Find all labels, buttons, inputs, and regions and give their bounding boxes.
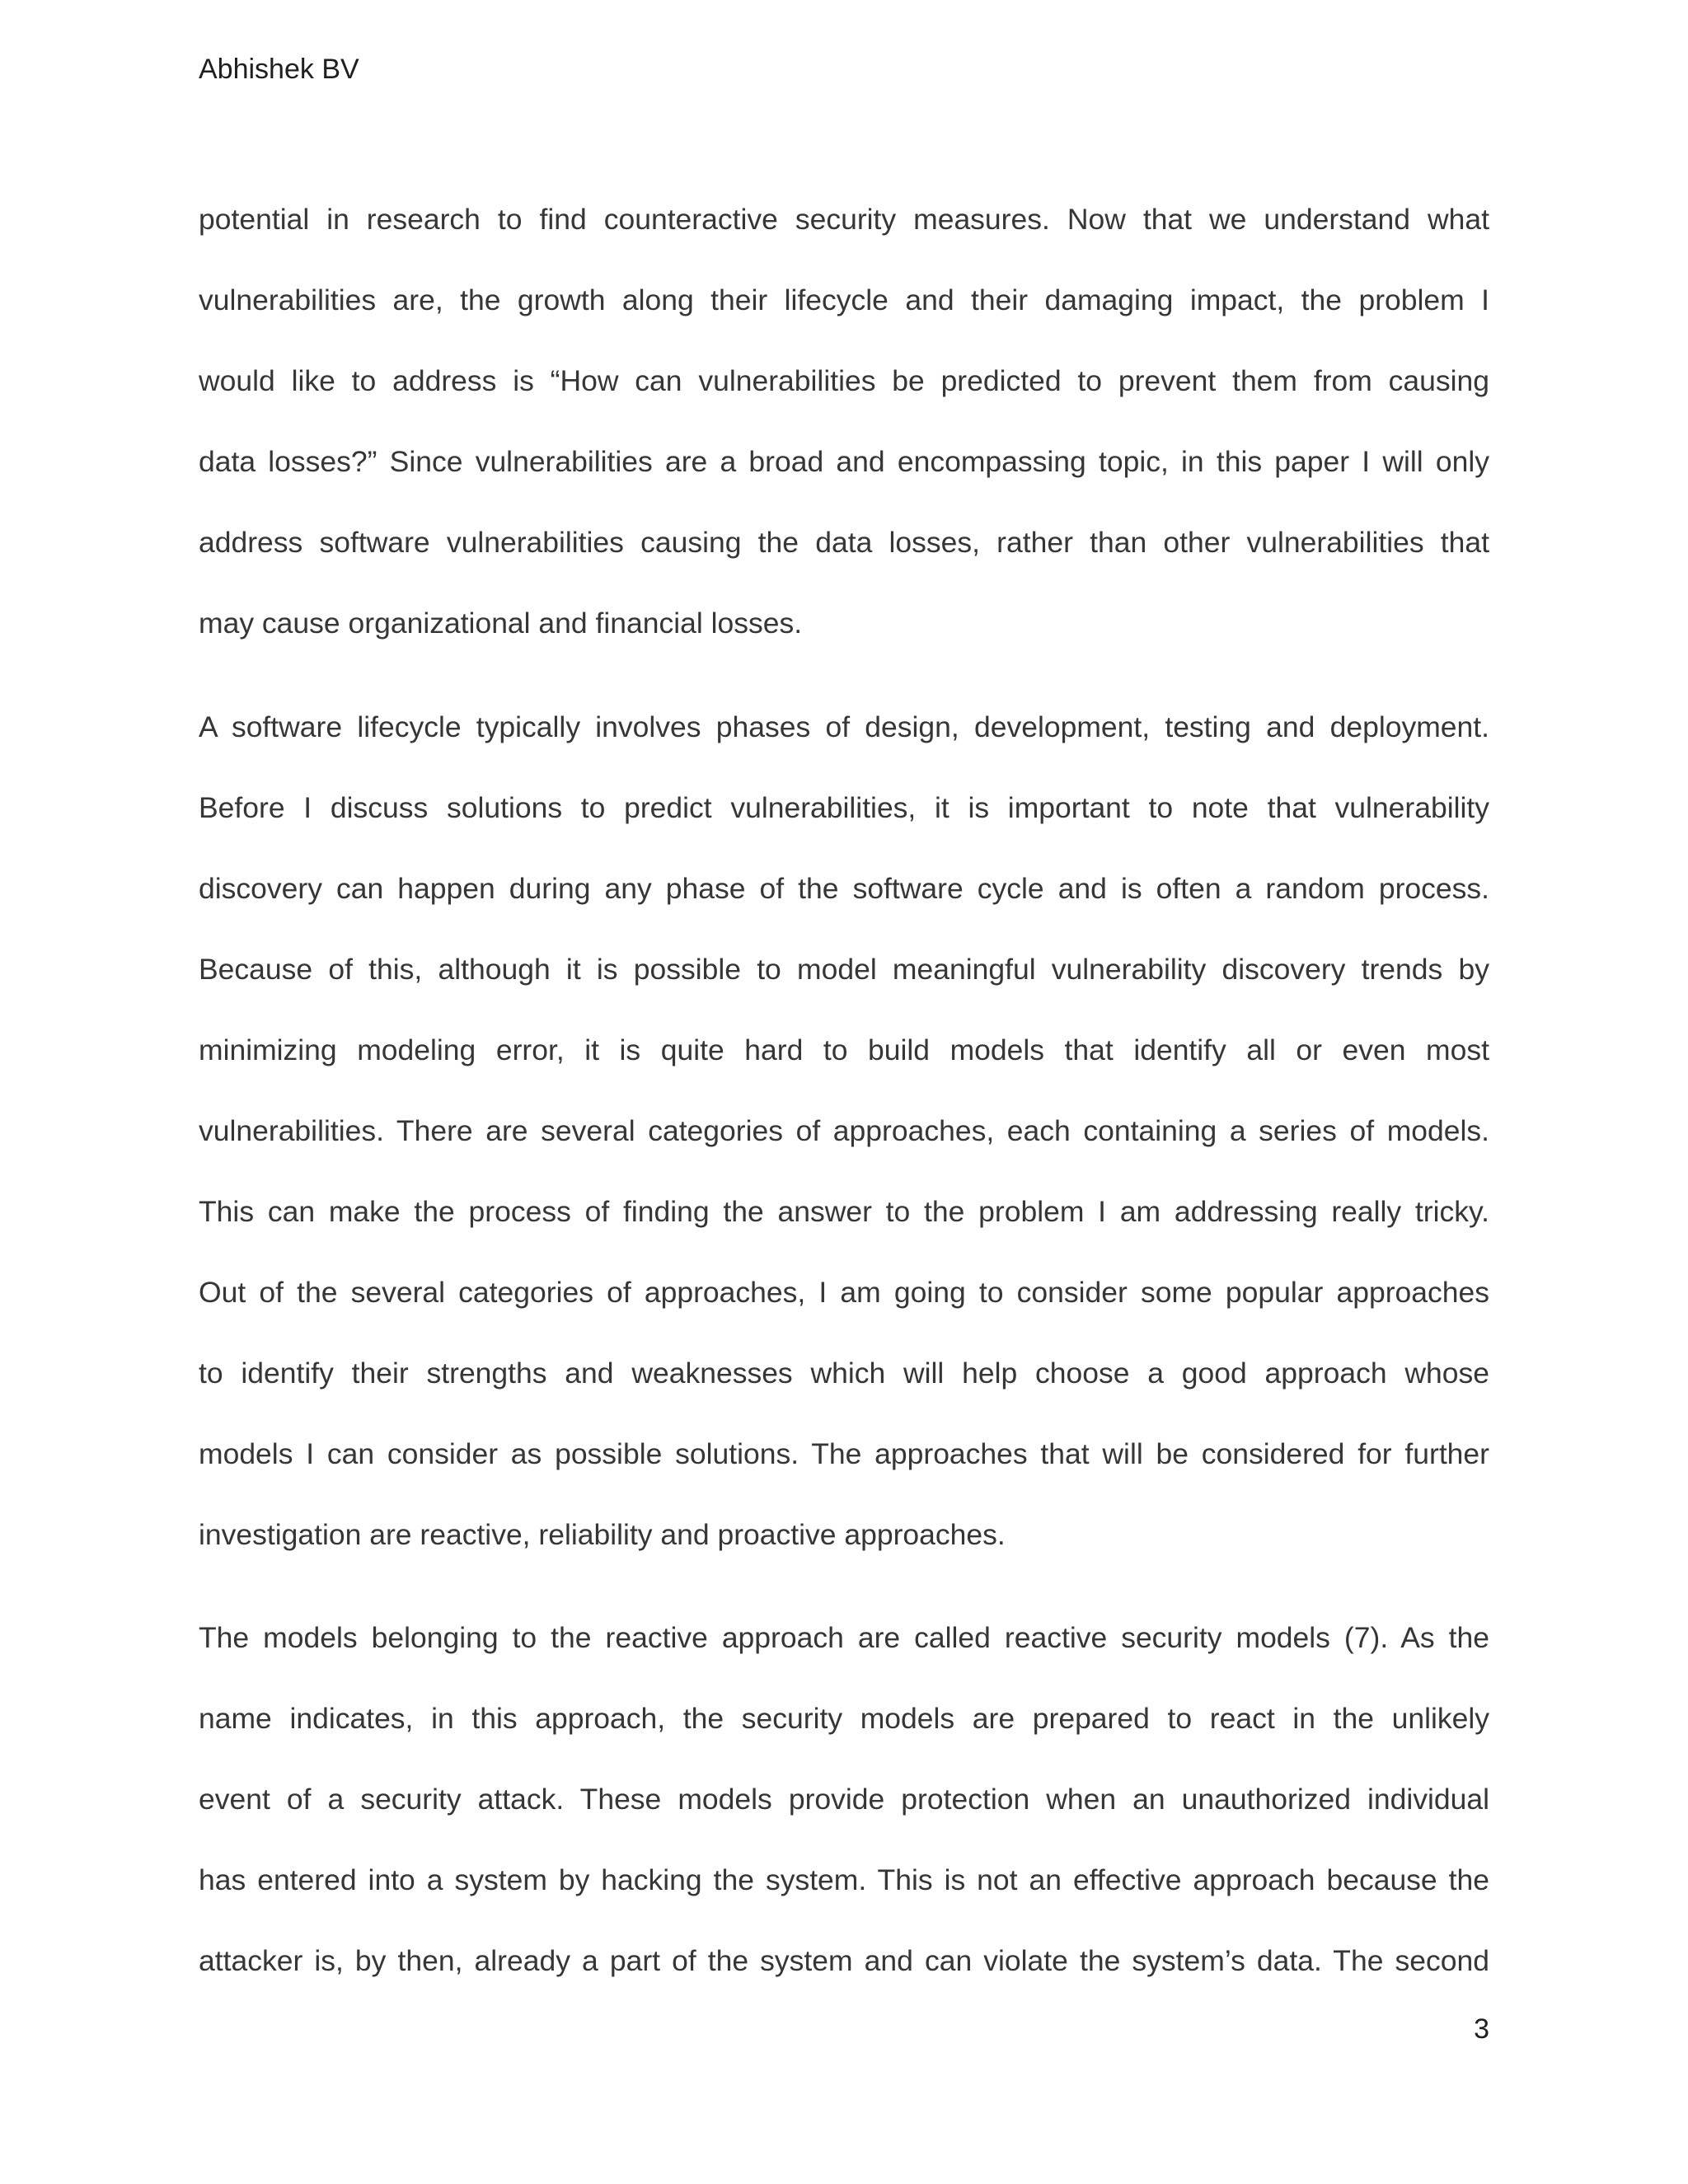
paragraph-2-line-2: Before I discuss solutions to predict vulnerabilities, it is important to note that vulnerability [199,791,1489,824]
paragraph-3-line-5: attacker is, by then, already a part of the system and can violate the system’s data. The second [199,1944,1489,1977]
paragraph-2-line-8: Out of the several categories of approaches, I am going to consider some popular approaches [199,1276,1489,1309]
paragraph-1-line-4: data losses?” Since vulnerabilities are a broad and encompassing topic, in this paper I will only [199,445,1489,478]
paragraph-2-line-11: investigation are reactive, reliability and proactive approaches. [199,1518,1006,1551]
paragraph-2-line-7: This can make the process of finding the answer to the problem I am addressing really tricky. [199,1195,1489,1228]
paragraph-1-line-3: would like to address is “How can vulnerabilities be predicted to prevent them from causing [199,364,1489,397]
page-number: 3 [1474,2013,1489,2045]
paragraph-2-line-10: models I can consider as possible solutions. The approaches that will be considered for further [199,1437,1489,1470]
paragraph-3-line-4: has entered into a system by hacking the system. This is not an effective approach because the [199,1863,1489,1896]
paragraph-2-line-4: Because of this, although it is possible to model meaningful vulnerability discovery trends by [199,953,1489,986]
paragraph-1-line-6: may cause organizational and financial losses. [199,607,803,640]
paragraph-3-line-1: The models belonging to the reactive approach are called reactive security models (7). As the [199,1621,1489,1654]
paragraph-2-line-9: to identify their strengths and weaknesses which will help choose a good approach whose [199,1357,1489,1390]
paragraph-2-line-5: minimizing modeling error, it is quite hard to build models that identify all or even most [199,1033,1489,1066]
paragraph-1-line-5: address software vulnerabilities causing the data losses, rather than other vulnerabilities that [199,526,1489,559]
paragraph-1-line-1: potential in research to find counteractive security measures. Now that we understand what [199,203,1489,236]
paragraph-2-line-6: vulnerabilities. There are several categories of approaches, each containing a series of models. [199,1114,1489,1147]
paragraph-2-line-1: A software lifecycle typically involves phases of design, development, testing and deployment. [199,710,1489,743]
paragraph-3-line-3: event of a security attack. These models provide protection when an unauthorized individual [199,1783,1489,1816]
paragraph-2-line-3: discovery can happen during any phase of the software cycle and is often a random process. [199,872,1489,905]
paragraph-3-line-2: name indicates, in this approach, the security models are prepared to react in the unlikely [199,1702,1489,1735]
running-header-author: Abhishek BV [199,54,359,85]
paragraph-1-line-2: vulnerabilities are, the growth along their lifecycle and their damaging impact, the problem I [199,284,1489,316]
